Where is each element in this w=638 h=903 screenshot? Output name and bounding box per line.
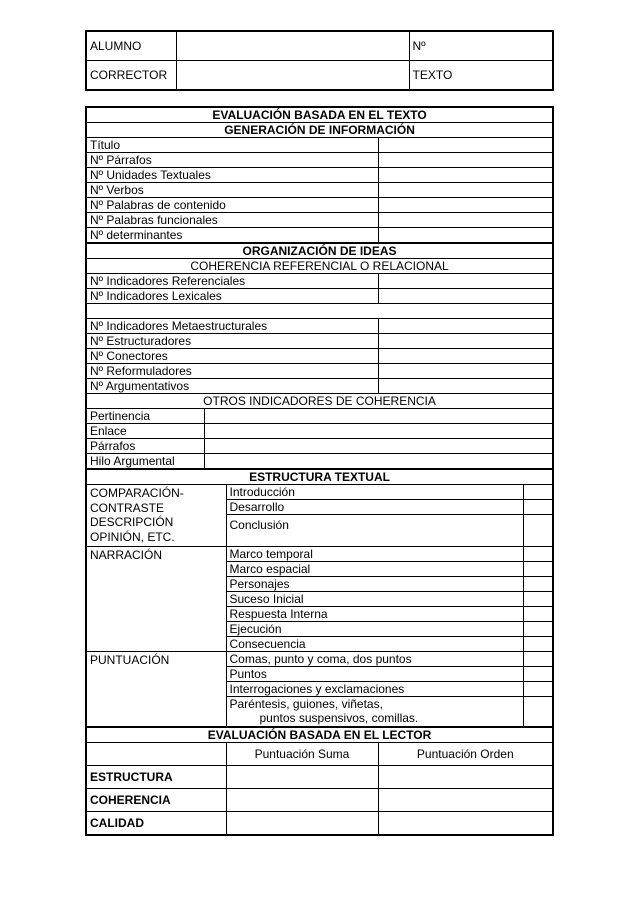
comparacion-value[interactable] <box>523 500 553 515</box>
org-row-label: Nº Indicadores Lexicales <box>86 289 378 304</box>
blank-row <box>86 304 553 319</box>
narracion-value[interactable] <box>523 622 553 637</box>
otros-row-value[interactable] <box>204 409 553 424</box>
puntuacion-value[interactable] <box>523 667 553 682</box>
otros-row-value[interactable] <box>204 424 553 439</box>
comparacion-value[interactable] <box>523 485 553 500</box>
otros-row-label: Enlace <box>86 424 204 439</box>
org-row-label: Nº Argumentativos <box>86 379 378 394</box>
alumno-field[interactable] <box>176 31 409 61</box>
lector-header-blank <box>86 743 226 766</box>
puntuacion-value[interactable] <box>523 652 553 667</box>
lector-row-label: CALIDAD <box>86 812 226 836</box>
narracion-value[interactable] <box>523 607 553 622</box>
eval-lector-title: EVALUACIÓN BASADA EN EL LECTOR <box>86 727 553 743</box>
puntuacion-label: PUNTUACIÓN <box>86 652 226 728</box>
narracion-item: Consecuencia <box>226 637 523 652</box>
org-row-value[interactable] <box>378 274 553 289</box>
narracion-item: Respuesta Interna <box>226 607 523 622</box>
narracion-value[interactable] <box>523 592 553 607</box>
narracion-item: Personajes <box>226 577 523 592</box>
puntuacion-value[interactable] <box>523 682 553 697</box>
narracion-item: Suceso Inicial <box>226 592 523 607</box>
gen-row-value[interactable] <box>378 168 553 183</box>
narracion-value[interactable] <box>523 577 553 592</box>
gen-row-label: Nº Palabras funcionales <box>86 213 378 228</box>
org-row-value[interactable] <box>378 379 553 394</box>
gen-row-label: Nº Unidades Textuales <box>86 168 378 183</box>
otros-title: OTROS INDICADORES DE COHERENCIA <box>86 394 553 409</box>
org-row-value[interactable] <box>378 289 553 304</box>
gen-row-label: Nº Palabras de contenido <box>86 198 378 213</box>
numero-field[interactable]: Nº <box>409 31 553 61</box>
suma-value[interactable] <box>226 789 378 812</box>
coherencia-subtitle: COHERENCIA REFERENCIAL O RELACIONAL <box>86 259 553 274</box>
narracion-item: Marco temporal <box>226 547 523 562</box>
orden-value[interactable] <box>378 812 553 836</box>
org-row-label: Nº Conectores <box>86 349 378 364</box>
suma-value[interactable] <box>226 766 378 789</box>
gen-row-value[interactable] <box>378 138 553 153</box>
header-table <box>85 30 554 91</box>
corrector-label: CORRECTOR <box>86 61 176 91</box>
lector-row-label: ESTRUCTURA <box>86 766 226 789</box>
puntuacion-orden-header: Puntuación Orden <box>378 743 553 766</box>
org-row-label: Nº Reformuladores <box>86 364 378 379</box>
gen-row-label: Título <box>86 138 378 153</box>
estructura-title: ESTRUCTURA TEXTUAL <box>86 469 553 485</box>
org-row-label: Nº Estructuradores <box>86 334 378 349</box>
orden-value[interactable] <box>378 789 553 812</box>
org-row-value[interactable] <box>378 319 553 334</box>
narracion-label: NARRACIÓN <box>86 547 226 652</box>
generacion-title: GENERACIÓN DE INFORMACIÓN <box>86 123 553 138</box>
narracion-value[interactable] <box>523 562 553 577</box>
narracion-value[interactable] <box>523 547 553 562</box>
comparacion-item: Desarrollo <box>226 500 523 515</box>
lector-row-label: COHERENCIA <box>86 789 226 812</box>
alumno-label: ALUMNO <box>86 31 176 61</box>
puntuacion-item: Puntos <box>226 667 523 682</box>
gen-row-value[interactable] <box>378 183 553 198</box>
org-row-value[interactable] <box>378 349 553 364</box>
gen-row-label: Nº Párrafos <box>86 153 378 168</box>
eval-texto-title: EVALUACIÓN BASADA EN EL TEXTO <box>86 107 553 123</box>
gen-row-label: Nº determinantes <box>86 228 378 244</box>
puntuacion-item: Interrogaciones y exclamaciones <box>226 682 523 697</box>
org-row-value[interactable] <box>378 334 553 349</box>
comparacion-label: COMPARACIÓN- CONTRASTE DESCRIPCIÓN OPINIÓN, ETC. <box>86 485 226 547</box>
evaluation-table <box>85 106 554 836</box>
narracion-item: Ejecución <box>226 622 523 637</box>
narracion-item: Marco espacial <box>226 562 523 577</box>
texto-field[interactable]: TEXTO <box>409 61 553 91</box>
puntuacion-value[interactable] <box>523 697 553 728</box>
comparacion-item: Introducción <box>226 485 523 500</box>
otros-row-label: Hilo Argumental <box>86 454 204 470</box>
gen-row-value[interactable] <box>378 153 553 168</box>
otros-row-label: Pertinencia <box>86 409 204 424</box>
narracion-value[interactable] <box>523 637 553 652</box>
comparacion-item: Conclusión <box>226 515 523 547</box>
suma-value[interactable] <box>226 812 378 836</box>
org-row-label: Nº Indicadores Referenciales <box>86 274 378 289</box>
otros-row-label: Párrafos <box>86 439 204 454</box>
otros-row-value[interactable] <box>204 439 553 454</box>
orden-value[interactable] <box>378 766 553 789</box>
gen-row-value[interactable] <box>378 198 553 213</box>
org-row-label: Nº Indicadores Metaestructurales <box>86 319 378 334</box>
organizacion-title: ORGANIZACIÓN DE IDEAS <box>86 243 553 259</box>
otros-row-value[interactable] <box>204 454 553 470</box>
gen-row-value[interactable] <box>378 213 553 228</box>
gen-row-label: Nº Verbos <box>86 183 378 198</box>
gen-row-value[interactable] <box>378 228 553 244</box>
corrector-field[interactable] <box>176 61 409 91</box>
puntuacion-item: Comas, punto y coma, dos puntos <box>226 652 523 667</box>
puntuacion-item: Paréntesis, guiones, viñetas, puntos suspensivos, comillas. <box>226 697 523 728</box>
puntuacion-suma-header: Puntuación Suma <box>226 743 378 766</box>
org-row-value[interactable] <box>378 364 553 379</box>
comparacion-value[interactable] <box>523 515 553 547</box>
